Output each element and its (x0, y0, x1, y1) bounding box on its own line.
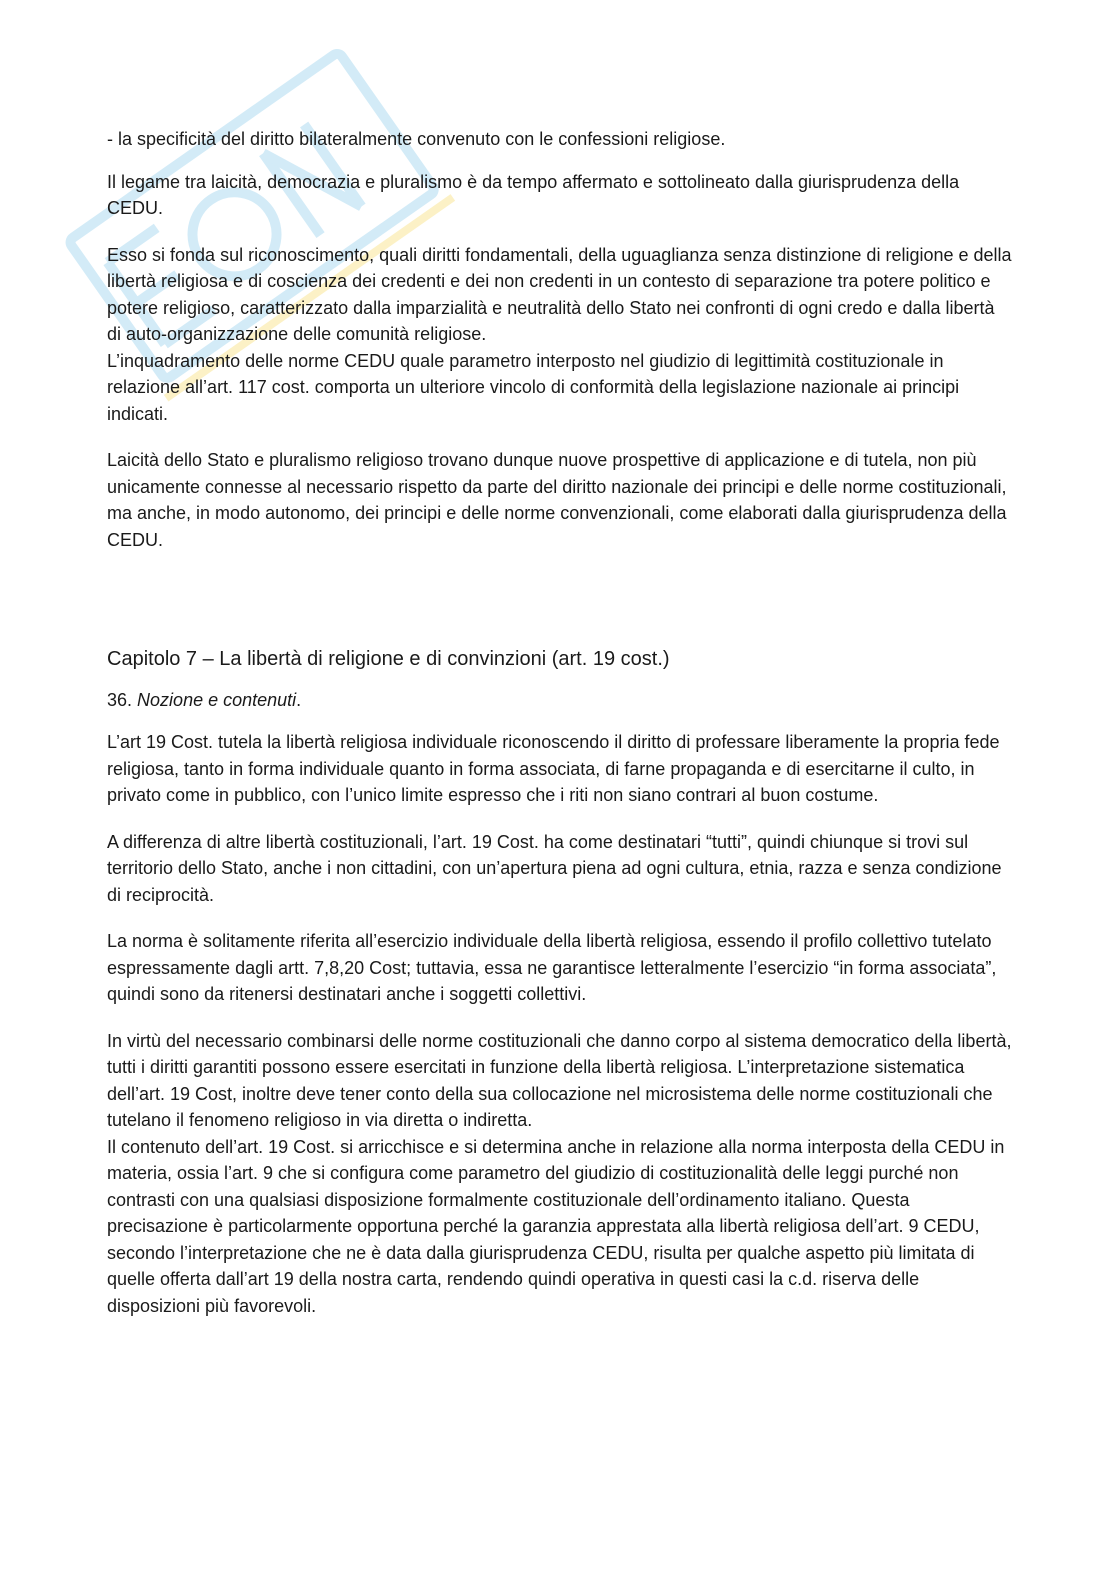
paragraph: Laicità dello Stato e pluralismo religioso trovano dunque nuove prospettive di applicazione e di tutela, non più unicamente connesse al necessario rispetto da parte del diritto nazionale dei principi e delle norme costituzionali, ma anche, in modo autonomo, dei principi e delle norme convenzionali, come elaborati dalla giurisprudenza della CEDU. (107, 450, 1007, 550)
section-title-suffix: . (296, 690, 302, 710)
section-number: 36. (107, 690, 133, 710)
paragraph: A differenza di altre libertà costituzionali, l’art. 19 Cost. ha come destinatari “tutti”, quindi chiunque si trovi sul territorio dello Stato, anche i non cittadini, con un’apertura piena ad ogni cultura, etnia, razza e senza condizione di reciprocità. (107, 831, 1002, 905)
paragraph: Esso si fonda sul riconoscimento, quali diritti fondamentali, della uguaglianza senza distinzione di religione e della libertà religiosa e di coscienza dei credenti e dei non credenti in un contesto di separazione tra potere politico e potere religioso, caratterizzato dalla imparzialità e neutralità dello Stato nei confronti di ogni credo e dalla libertà di auto-organizzazione delle comunità religiose. (107, 244, 1012, 344)
paragraph: L’art 19 Cost. tutela la libertà religiosa individuale riconoscendo il diritto di professare liberamente la propria fede religiosa, tanto in forma individuale quanto in forma associata, di farne propaganda e di esercitarne il culto, in privato come in pubblico, con l’unico limite espresso che i riti non siano contrari al buon costume. (107, 732, 1000, 805)
paragraph: La norma è solitamente riferita all’esercizio individuale della libertà religiosa, essendo il profilo collettivo tutelato espressamente dagli artt. 7,8,20 Cost; tuttavia, essa ne garantisce letteralmente l’esercizio “in forma associata”, quindi sono da ritenersi destinatari anche i soggetti collettivi. (107, 931, 997, 1004)
document-page (107, 126, 1012, 1319)
paragraph: In virtù del necessario combinarsi delle norme costituzionali che danno corpo al sistema democratico della libertà, tutti i diritti garantiti possono essere esercitati in funzione della libertà religiosa. L’interpretazione sistematica dell’art. 19 Cost, inoltre deve tener conto della sua collocazione nel microsistema delle norme costituzionali che tutelano il fenomeno religioso in via diretta o indiretta. (107, 1030, 1012, 1130)
paragraph: Il contenuto dell’art. 19 Cost. si arricchisce e si determina anche in relazione alla norma interposta della CEDU in materia, ossia l’art. 9 che si configura come parametro del giudizio di costituzionalità delle leggi purché non contrasti con una qualsiasi disposizione formalmente costituzionale dell’ordinamento italiano. Questa precisazione è particolarmente opportuna perché la garanzia apprestata alla libertà religiosa dell’art. 9 CEDU, secondo l’interpretazione che ne è data dalla giurisprudenza CEDU, risulta per qualche aspetto più limitata di quelle offerta dall’art 19 della nostra carta, rendendo quindi operativa in questi casi la c.d. riserva delle disposizioni più favorevoli. (107, 1136, 1005, 1316)
paragraph: Il legame tra laicità, democrazia e pluralismo è da tempo affermato e sottolineato dalla giurisprudenza della CEDU. (107, 171, 960, 218)
section-title: Nozione e contenuti (137, 690, 297, 710)
paragraph: L’inquadramento delle norme CEDU quale parametro interposto nel giudizio di legittimità costituzionale in relazione all’art. 117 cost. comporta un ulteriore vincolo di conformità della legislazione nazionale ai principi indicati. (107, 350, 960, 424)
paragraph: - la specificità del diritto bilateralmente convenuto con le confessioni religiose. (107, 129, 726, 149)
chapter-title: Capitolo 7 – La libertà di religione e di convinzioni (art. 19 cost.) (107, 648, 670, 670)
section-heading (107, 687, 1012, 713)
